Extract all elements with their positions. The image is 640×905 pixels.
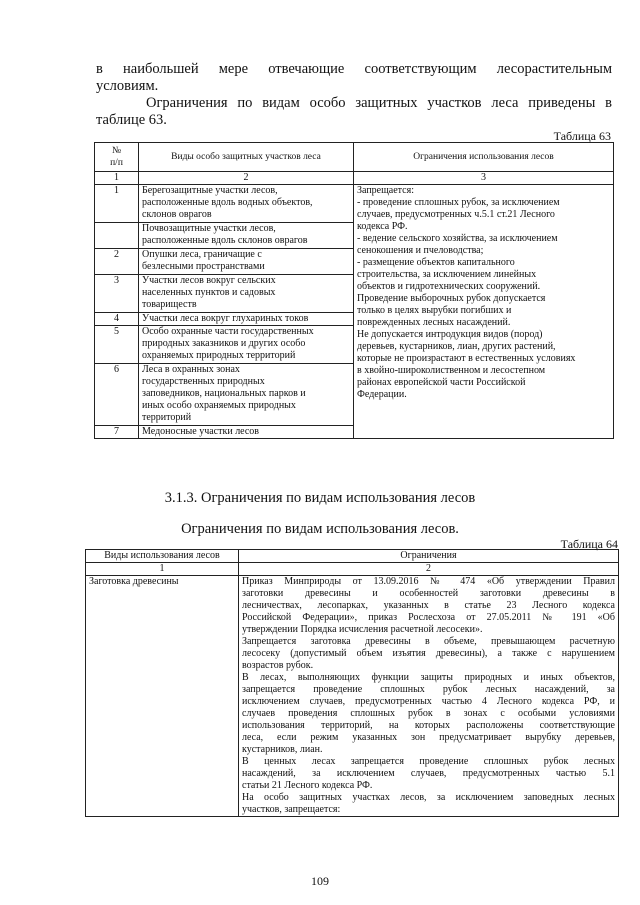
table64-header-type: Виды использования лесов xyxy=(86,550,239,563)
restriction-line: заготовки древесины и особенностей заготовки древесины в xyxy=(242,588,615,599)
intro-line-4: таблице 63. xyxy=(96,112,167,128)
restriction-line: Проведение выборочных рубок допускается xyxy=(357,293,546,304)
restriction-line: - ведение сельского хозяйства, за исключением xyxy=(357,233,558,244)
restriction-line: участков, запрещается: xyxy=(242,804,341,815)
restriction-line: Приказ Минприроды от 13.09.2016 № 474 «Об утверждении Правил xyxy=(242,576,615,587)
table-64 xyxy=(85,549,619,817)
table-row xyxy=(86,576,619,817)
row-line: склонов оврагов xyxy=(142,209,212,220)
row-line: Опушки леса, граничащие с xyxy=(142,249,262,260)
row-num: 7 xyxy=(95,426,139,439)
row-line: заповедников, национальных парков и xyxy=(142,388,306,399)
restriction-line: случаев, предусмотренных ч.5.1 ст.21 Лесного xyxy=(357,209,555,220)
row-type xyxy=(139,313,354,326)
table63-header-num xyxy=(95,143,139,172)
row-num: 5 xyxy=(95,326,139,364)
restriction-line: запрещается проведение сплошных рубок лесных насаждений, за xyxy=(242,684,615,695)
restriction-line: возрастов рубок. xyxy=(242,660,314,671)
restriction-line: районах европейской части Российской xyxy=(357,377,526,388)
row-type xyxy=(139,185,354,223)
restriction-line: Российской Федерации», приказ Рослесхоза от 27.05.2011 № 191 «Об xyxy=(242,612,615,623)
row-line: безлесными пространствами xyxy=(142,261,265,272)
colnum-1: 1 xyxy=(95,172,139,185)
row-num xyxy=(95,223,139,249)
row-line: Леса в охранных зонах xyxy=(142,364,240,375)
table-63 xyxy=(94,142,614,439)
restriction-line: В лесах, выполняющих функции защиты природных и иных объектов, xyxy=(242,672,615,683)
restriction-line: деревьев, кустарников, лиан, других растений, xyxy=(357,341,556,352)
colnum-3: 3 xyxy=(354,172,614,185)
row-line: территорий xyxy=(142,412,192,423)
row-restrictions xyxy=(239,576,619,817)
table64-title: Ограничения по видам использования лесов. xyxy=(181,521,459,537)
table-row xyxy=(95,185,614,223)
restriction-line: статьи 21 Лесного кодекса РФ. xyxy=(242,780,373,791)
restriction-line: случаев проведения сплошных рубок в зонах с особыми условиями xyxy=(242,708,615,719)
row-line: природных заказников и других особо xyxy=(142,338,306,349)
colnum-2: 2 xyxy=(239,563,619,576)
restriction-line: кодекса РФ. xyxy=(357,221,408,232)
restriction-line: поврежденных лесных насаждений. xyxy=(357,317,511,328)
table63-restrictions xyxy=(354,185,614,439)
table63-colnum-row xyxy=(95,172,614,185)
row-line: Берегозащитные участки лесов, xyxy=(142,185,278,196)
table63-header-row xyxy=(95,143,614,172)
row-line: населенных пунктов и садовых xyxy=(142,287,276,298)
row-line: Особо охранные части государственных xyxy=(142,326,314,337)
row-line: Почвозащитные участки лесов, xyxy=(142,223,276,234)
restriction-line: Запрещается заготовка древесины в объеме, превышающем расчетную xyxy=(242,636,615,647)
row-line: расположенные вдоль склонов оврагов xyxy=(142,235,308,246)
restriction-line: - размещение объектов капитального xyxy=(357,257,515,268)
colnum-2: 2 xyxy=(139,172,354,185)
restriction-line: лесосеку (допустимый объем изъятия древесины), а также с нарушением xyxy=(242,648,615,659)
row-num: 4 xyxy=(95,313,139,326)
restriction-line: только в целях вырубки погибших и xyxy=(357,305,512,316)
restriction-line: объектов и гидротехнических сооружений. xyxy=(357,281,541,292)
row-num: 3 xyxy=(95,275,139,313)
row-line: Участки леса вокруг глухариных токов xyxy=(142,313,309,324)
intro-line-2: условиям. xyxy=(96,78,159,94)
row-line: товариществ xyxy=(142,299,197,310)
restriction-line: На особо защитных участках лесов, за исключением заповедных лесных xyxy=(242,792,615,803)
table64-caption: Таблица 64 xyxy=(560,537,618,551)
row-num: 2 xyxy=(95,249,139,275)
restriction-line: исключением случаев, предусмотренных частью 4 Лесного кодекса РФ, и xyxy=(242,696,615,707)
restriction-line: утверждении Порядка исчисления расчетной лесосеки». xyxy=(242,624,483,635)
table63-caption: Таблица 63 xyxy=(553,129,611,143)
row-line: охраняемых природных территорий xyxy=(142,350,296,361)
intro-line-1: в наибольшей мере отвечающие соответствующим лесорастительным xyxy=(96,61,612,77)
restriction-line: насаждений, за исключением случаев, предусмотренных частью 5.1 xyxy=(242,768,615,779)
restriction-line: кустарников, лиан. xyxy=(242,744,323,755)
table64-header-limits: Ограничения xyxy=(239,550,619,563)
section-title: 3.1.3. Ограничения по видам использования лесов xyxy=(164,490,476,506)
header-num-line-2: п/п xyxy=(110,158,123,168)
header-num-line-1: № xyxy=(111,146,122,156)
row-num: 6 xyxy=(95,364,139,426)
intro-line-3: Ограничения по видам особо защитных участков леса приведены в xyxy=(146,95,612,111)
row-line: расположенные вдоль водных объектов, xyxy=(142,197,313,208)
table64-header-row xyxy=(86,550,619,563)
row-line: Участки лесов вокруг сельских xyxy=(142,275,276,286)
row-type xyxy=(139,249,354,275)
restriction-line: Не допускается интродукция видов (пород) xyxy=(357,329,543,340)
restriction-line: использования территорий, на которых расположены соответствующие xyxy=(242,720,615,731)
row-num: 1 xyxy=(95,185,139,223)
row-type xyxy=(139,364,354,426)
table63-header-limits: Ограничения использования лесов xyxy=(354,143,614,172)
restriction-line: В ценных лесах запрещается проведение сплошных рубок лесных xyxy=(242,756,615,767)
page-number: 109 xyxy=(311,874,329,888)
row-type: Заготовка древесины xyxy=(86,576,239,817)
table63-header-type: Виды особо защитных участков леса xyxy=(139,143,354,172)
restriction-line: Федерации. xyxy=(357,389,407,400)
row-type xyxy=(139,223,354,249)
restriction-line: - проведение сплошных рубок, за исключением xyxy=(357,197,560,208)
table64-colnum-row xyxy=(86,563,619,576)
row-line: иных особо охраняемых природных xyxy=(142,400,296,411)
row-line: государственных природных xyxy=(142,376,265,387)
colnum-1: 1 xyxy=(86,563,239,576)
restriction-line: лесничествах, лесопарках, указанных в статье 23 Лесного кодекса xyxy=(242,600,615,611)
restriction-line: сенокошения и пчеловодства; xyxy=(357,245,484,256)
restriction-line: леса, если режим указанных зон предусматривает вырубку деревьев, xyxy=(242,732,615,743)
restriction-line: Запрещается: xyxy=(357,185,414,196)
restriction-line: которые не произрастают в естественных условиях xyxy=(357,353,576,364)
row-type xyxy=(139,326,354,364)
restriction-line: строительства, за исключением линейных xyxy=(357,269,537,280)
row-line: Медоносные участки лесов xyxy=(142,426,260,437)
row-type xyxy=(139,275,354,313)
row-type xyxy=(139,426,354,439)
restriction-line: в хвойно-широколиственном и лесостепном xyxy=(357,365,546,376)
